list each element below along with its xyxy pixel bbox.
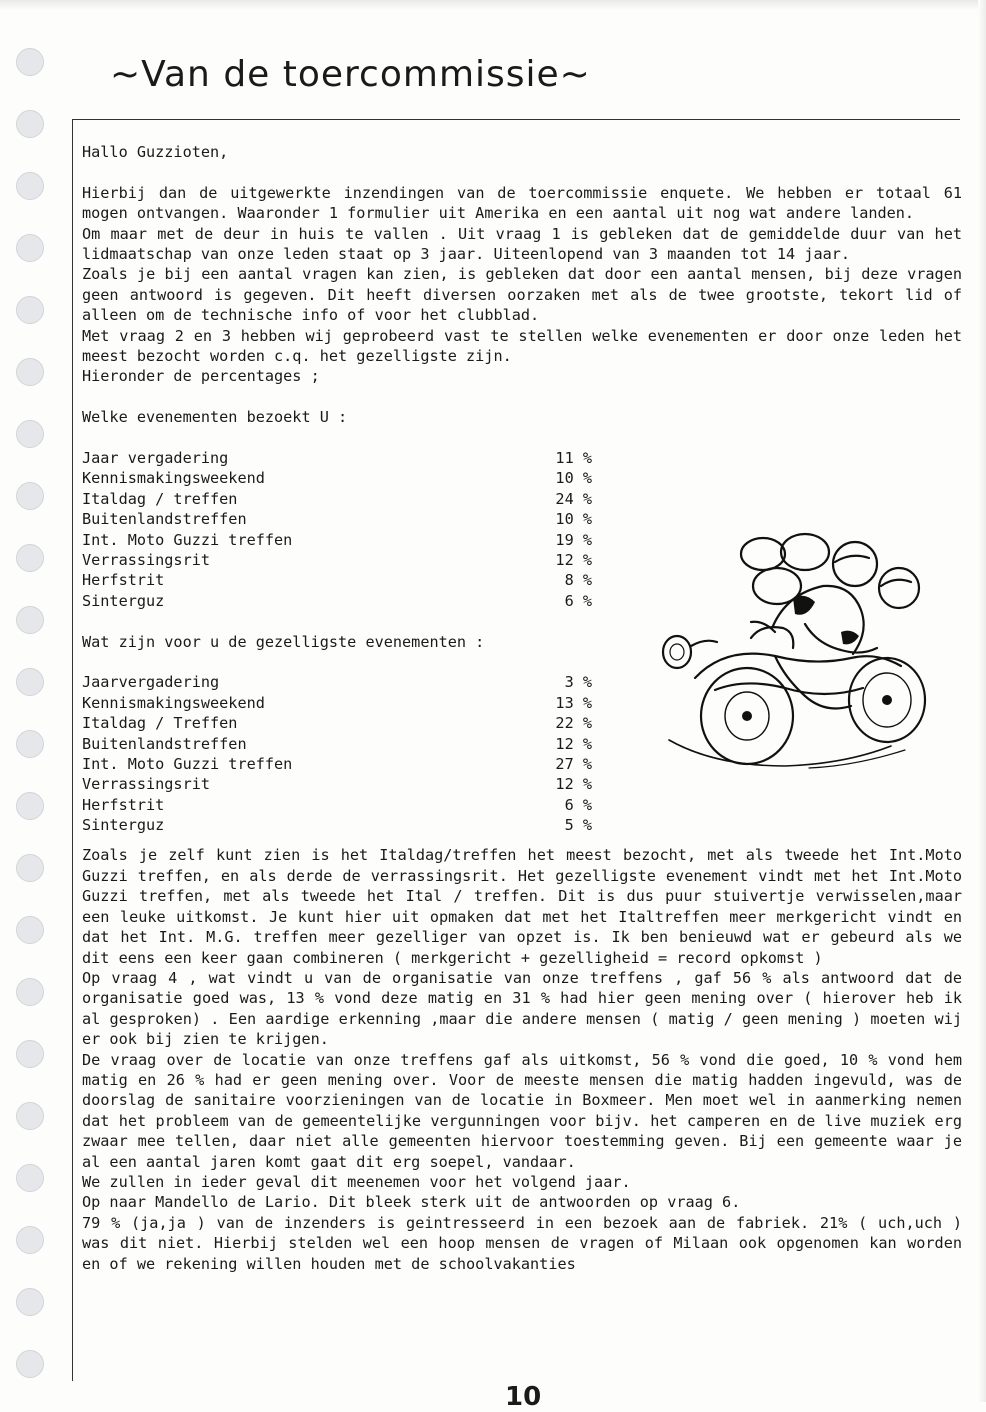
binder-hole-icon [16, 606, 44, 634]
survey-fun-list [82, 672, 592, 835]
event-label: Kennismakingsweekend [82, 469, 265, 488]
binder-hole-icon [16, 1226, 44, 1254]
intro-paragraph: Hierbij dan de uitgewerkte inzendingen van de toercommissie enquete. We hebben er totaal 61 mogen ontvangen. Waaronder 1 formulier uit Amerika en een aantal uit nog wat andere landen. [82, 183, 962, 223]
binder-holes [16, 0, 46, 1402]
binder-hole-icon [16, 48, 44, 76]
event-percentage: 22 % [555, 714, 592, 733]
page-right-edge [978, 0, 986, 1402]
binder-hole-icon [16, 1288, 44, 1316]
list-item [82, 530, 592, 550]
intro-paragraph: Zoals je bij een aantal vragen kan zien, is gebleken dat door een aantal mensen, bij deze vragen geen antwoord is gegeven. Dit heeft diversen oorzaken met als de twee grootste, tekort lid of alleen om de technische info of voor het clubblad. [82, 265, 962, 325]
list-item [82, 591, 592, 611]
event-label: Jaar vergadering [82, 449, 229, 468]
list-item [82, 509, 592, 529]
page-top-edge [0, 0, 986, 10]
event-percentage: 19 % [555, 530, 592, 549]
list-item [82, 713, 592, 733]
closing-paragraph: Op naar Mandello de Lario. Dit bleek sterk uit de antwoorden op vraag 6. [82, 1193, 741, 1212]
list-item [82, 550, 592, 570]
event-label: Sinterguz [82, 816, 165, 835]
event-label: Sinterguz [82, 591, 165, 610]
event-label: Buitenlandstreffen [82, 510, 247, 529]
event-percentage: 10 % [555, 469, 592, 488]
list-item [82, 570, 592, 590]
list-item [82, 754, 592, 774]
event-percentage: 6 % [564, 591, 592, 610]
event-label: Herfstrit [82, 571, 165, 590]
binder-hole-icon [16, 544, 44, 572]
event-label: Italdag / Treffen [82, 714, 238, 733]
page-title: ~Van de toercommissie~ [110, 54, 591, 95]
list-item [82, 795, 592, 815]
event-label: Int. Moto Guzzi treffen [82, 754, 293, 773]
binder-hole-icon [16, 172, 44, 200]
event-label: Italdag / treffen [82, 489, 238, 508]
binder-hole-icon [16, 234, 44, 262]
list-item [82, 774, 592, 794]
closing-paragraph: Zoals je zelf kunt zien is het Italdag/treffen het meest bezocht, met als tweede het Int.Moto Guzzi treffen, en als derde de verrassingsrit. Het gezelligste evenement vindt met het Int.Moto Guzzi treffen, met als tweede het Ital / treffen. Dit is dus puur stuivertje verwisselen,maar een leuke uitkomst. Je kunt hier uit opmaken dat met het Italtreffen meer merkgericht vindt en dat het Int. M.G. treffen meer gezelliger van opzet is. Ik ben benieuwd wat er gebeurd als we dit eens een keer gaan combineren ( merkgericht + gezelligheid = record opkomst ) [82, 846, 962, 967]
list-item [82, 815, 592, 835]
binder-hole-icon [16, 1040, 44, 1068]
event-label: Int. Moto Guzzi treffen [82, 530, 293, 549]
binder-hole-icon [16, 1164, 44, 1192]
event-percentage: 6 % [564, 795, 592, 814]
event-percentage: 27 % [555, 754, 592, 773]
list-item [82, 672, 592, 692]
survey-visited-heading: Welke evenementen bezoekt U : [82, 408, 348, 427]
intro-paragraph: Om maar met de deur in huis te vallen . Uit vraag 1 is gebleken dat de gemiddelde duur van het lidmaatschap van onze leden staat op 3 jaar. Uiteenlopend van 3 maanden tot 14 jaar. [82, 224, 962, 264]
intro-paragraph: Hieronder de percentages ; [82, 367, 320, 386]
list-item [82, 489, 592, 509]
event-percentage: 8 % [564, 571, 592, 590]
binder-hole-icon [16, 978, 44, 1006]
event-percentage: 24 % [555, 489, 592, 508]
spacer [82, 428, 962, 448]
event-percentage: 12 % [555, 775, 592, 794]
event-label: Verrassingsrit [82, 775, 211, 794]
binder-hole-icon [16, 296, 44, 324]
binder-hole-icon [16, 358, 44, 386]
intro-paragraph: Met vraag 2 en 3 hebben wij geprobeerd vast te stellen welke evenementen er door onze leden het meest bezocht worden c.q. het gezelligste zijn. [82, 326, 962, 366]
list-item [82, 734, 592, 754]
event-percentage: 11 % [555, 449, 592, 468]
binder-hole-icon [16, 420, 44, 448]
binder-hole-icon [16, 482, 44, 510]
list-item [82, 468, 592, 488]
closing-paragraph: We zullen in ieder geval dit meenemen voor het volgend jaar. [82, 1172, 631, 1191]
frame-top-rule [72, 119, 960, 120]
binder-hole-icon [16, 1102, 44, 1130]
event-percentage: 5 % [564, 816, 592, 835]
spacer [82, 835, 962, 845]
list-item [82, 448, 592, 468]
event-percentage: 12 % [555, 734, 592, 753]
greeting: Hallo Guzzioten, [82, 143, 229, 161]
binder-hole-icon [16, 854, 44, 882]
frame-left-rule [72, 119, 73, 1381]
survey-visited-list [82, 448, 592, 611]
binder-hole-icon [16, 668, 44, 696]
binder-hole-icon [16, 110, 44, 138]
event-label: Buitenlandstreffen [82, 734, 247, 753]
page-number: 10 [505, 1382, 542, 1412]
binder-hole-icon [16, 916, 44, 944]
closing-paragraph: Op vraag 4 , wat vindt u van de organisatie van onze treffens , gaf 56 % als antwoord dat de organisatie goed was, 13 % vond deze matig en 31 % had hier geen mening over ( hierover heb ik al gesproken) . Een aardige erkenning ,maar die andere mensen ( matig / geen mening ) moeten wij er ook bij zien te krijgen. [82, 968, 962, 1049]
closing-paragraph: De vraag over de locatie van onze treffens gaf als uitkomst, 56 % vond die goed, 10 % vond hem matig en 26 % had er geen mening over. Voor de meeste mensen die matig hadden ingevuld, was de doorslag de sanitaire voorzieningen van de locatie in Boxmeer. Men moet wel in aanmerking nemen dat het probleem van de gemeentelijke vergunningen voor bijv. het camperen en de live muziek erg zwaar mee tellen, daar niet alle gemeenten hiervoor toestemming geven. Bij een gemeente waar je al een aantal jaren komt gaat dit erg soepel, vandaar. [82, 1050, 962, 1171]
closing-paragraph: 79 % (ja,ja ) van de inzenders is geintresseerd in een bezoek aan de fabriek. 21% ( uch,uch ) was dit niet. Hierbij stelden wel een hoop mensen de vragen of Milaan ook opgenomen kan worden en of we rekening willen houden met de schoolvakanties [82, 1213, 962, 1273]
event-percentage: 13 % [555, 693, 592, 712]
event-label: Jaarvergadering [82, 673, 220, 692]
binder-hole-icon [16, 1350, 44, 1378]
motorcycle-rider-illustration [655, 528, 935, 778]
event-percentage: 3 % [564, 673, 592, 692]
event-percentage: 12 % [555, 551, 592, 569]
survey-fun-heading: Wat zijn voor u de gezelligste evenementen : [82, 632, 485, 651]
event-label: Verrassingsrit [82, 551, 211, 569]
event-label: Kennismakingsweekend [82, 693, 265, 712]
binder-hole-icon [16, 792, 44, 820]
event-label: Herfstrit [82, 795, 165, 814]
event-percentage: 10 % [555, 510, 592, 529]
binder-hole-icon [16, 730, 44, 758]
list-item [82, 693, 592, 713]
spacer [82, 162, 962, 182]
spacer [82, 387, 962, 407]
